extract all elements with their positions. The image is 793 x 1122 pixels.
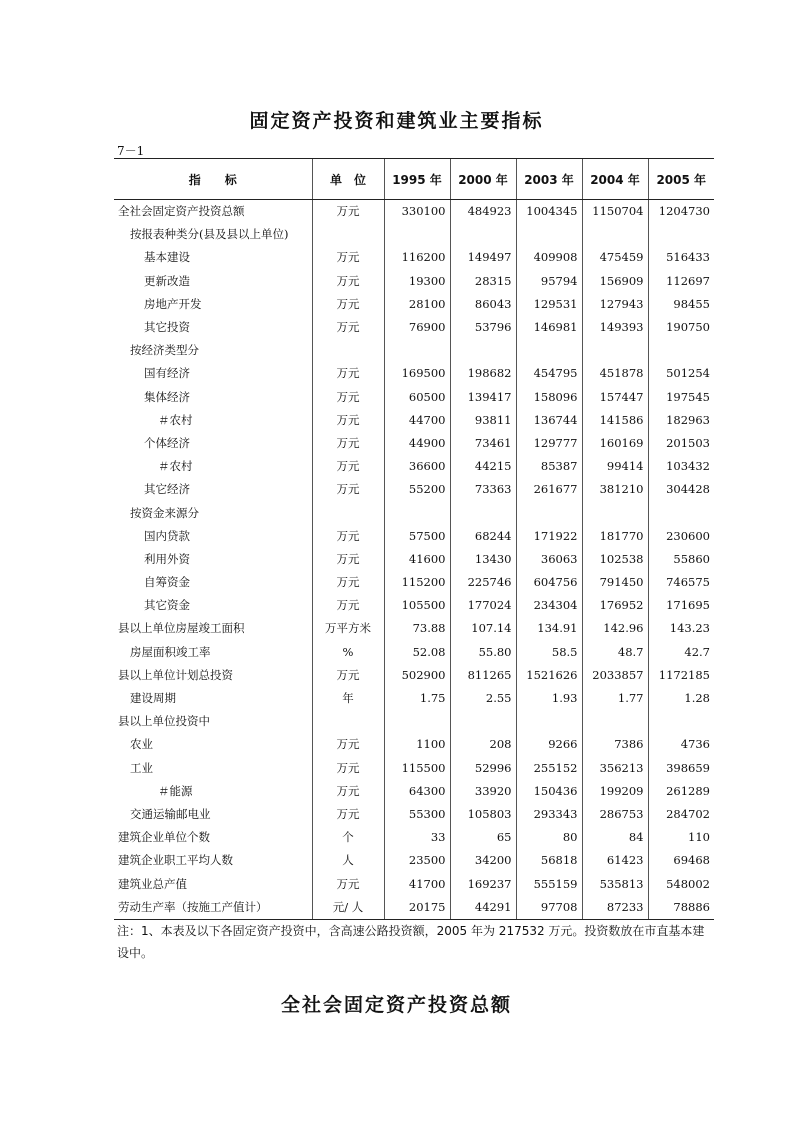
row-value-cell: 61423 (582, 849, 648, 872)
header-indicator: 指 标 (114, 159, 312, 200)
row-value-cell: 110 (648, 826, 714, 849)
row-value-cell: 198682 (450, 362, 516, 385)
row-indicator-label: 集体经济 (144, 389, 190, 404)
row-value-cell: 116200 (384, 246, 450, 269)
row-unit (312, 710, 384, 733)
row-value-cell: 261289 (648, 780, 714, 803)
row-value-cell: 143.23 (648, 617, 714, 640)
table-row (114, 409, 714, 432)
table-row (114, 501, 714, 524)
row-value-cell (582, 710, 648, 733)
row-value-cell: 1004345 (516, 200, 582, 224)
row-unit: 万元 (312, 362, 384, 385)
row-value-cell (384, 223, 450, 246)
row-value-cell: 516433 (648, 246, 714, 269)
row-value-cell (450, 339, 516, 362)
row-indicator-label: 农业 (130, 737, 153, 752)
row-unit: 万元 (312, 571, 384, 594)
row-unit (312, 501, 384, 524)
row-value-cell (648, 223, 714, 246)
row-value-cell: 1.75 (384, 687, 450, 710)
table-row (114, 525, 714, 548)
row-indicator-label: 房地产开发 (144, 296, 202, 311)
row-value-cell: 134.91 (516, 617, 582, 640)
table-row (114, 710, 714, 733)
row-value-cell: 78886 (648, 896, 714, 920)
indicator-table (114, 158, 714, 920)
row-value-cell: 41700 (384, 872, 450, 895)
row-indicator-label: 利用外资 (144, 551, 190, 566)
row-unit: 万元 (312, 246, 384, 269)
row-indicator-label: 国有经济 (144, 366, 190, 381)
row-value-cell: 398659 (648, 757, 714, 780)
row-value-cell: 33920 (450, 780, 516, 803)
row-unit: 万元 (312, 525, 384, 548)
row-unit: 年 (312, 687, 384, 710)
row-value-cell: 284702 (648, 803, 714, 826)
row-value-cell: 177024 (450, 594, 516, 617)
row-value-cell (516, 223, 582, 246)
header-unit: 单 位 (312, 159, 384, 200)
row-unit: 万元 (312, 478, 384, 501)
row-value-cell (516, 501, 582, 524)
row-value-cell: 76900 (384, 316, 450, 339)
row-value-cell: 234304 (516, 594, 582, 617)
row-unit: 万元 (312, 293, 384, 316)
row-value-cell: 42.7 (648, 641, 714, 664)
row-value-cell: 99414 (582, 455, 648, 478)
row-unit (312, 223, 384, 246)
row-value-cell: 36063 (516, 548, 582, 571)
row-indicator-label: 其它资金 (144, 598, 190, 613)
row-indicator-label: 建筑业总产值 (118, 876, 187, 891)
row-value-cell: 181770 (582, 525, 648, 548)
header-year-2003: 2003 年 (516, 159, 582, 200)
row-value-cell: 255152 (516, 757, 582, 780)
row-value-cell: 451878 (582, 362, 648, 385)
row-value-cell: 28315 (450, 270, 516, 293)
row-value-cell: 2033857 (582, 664, 648, 687)
row-value-cell: 502900 (384, 664, 450, 687)
row-value-cell: 199209 (582, 780, 648, 803)
table-row (114, 270, 714, 293)
row-value-cell: 136744 (516, 409, 582, 432)
row-indicator-label: 建设周期 (130, 691, 176, 706)
row-value-cell: 36600 (384, 455, 450, 478)
row-value-cell: 55860 (648, 548, 714, 571)
table-row (114, 594, 714, 617)
row-unit: 万元 (312, 432, 384, 455)
row-value-cell: 41600 (384, 548, 450, 571)
row-value-cell: 149497 (450, 246, 516, 269)
row-value-cell: 13430 (450, 548, 516, 571)
row-value-cell: 156909 (582, 270, 648, 293)
header-year-1995: 1995 年 (384, 159, 450, 200)
row-unit: 万元 (312, 200, 384, 224)
row-indicator-label: 劳动生产率（按施工产值计） (114, 896, 312, 920)
row-value-cell (516, 339, 582, 362)
table-row (114, 641, 714, 664)
row-value-cell: 68244 (450, 525, 516, 548)
row-value-cell: 44700 (384, 409, 450, 432)
row-value-cell: 286753 (582, 803, 648, 826)
table-row (114, 733, 714, 756)
table-row (114, 780, 714, 803)
row-value-cell: 19300 (384, 270, 450, 293)
table-row (114, 571, 714, 594)
row-value-cell: 44900 (384, 432, 450, 455)
row-value-cell: 52.08 (384, 641, 450, 664)
row-value-cell: 149393 (582, 316, 648, 339)
row-value-cell: 4736 (648, 733, 714, 756)
table-row (114, 548, 714, 571)
row-indicator-label: 个体经济 (144, 435, 190, 450)
row-value-cell: 201503 (648, 432, 714, 455)
table-header-row (114, 159, 714, 200)
row-value-cell: 105500 (384, 594, 450, 617)
row-indicator-label: 全社会固定资产投资总额 (118, 204, 245, 219)
row-value-cell: 139417 (450, 386, 516, 409)
row-value-cell (582, 223, 648, 246)
row-value-cell: 20175 (384, 896, 450, 920)
row-value-cell: 176952 (582, 594, 648, 617)
row-indicator-label: 县以上单位房屋竣工面积 (118, 621, 245, 636)
row-value-cell: 73461 (450, 432, 516, 455)
row-value-cell: 115500 (384, 757, 450, 780)
table-row (114, 803, 714, 826)
row-indicator-label: 工业 (130, 760, 153, 775)
row-value-cell: 44291 (450, 896, 516, 920)
row-unit: 万元 (312, 757, 384, 780)
row-value-cell (384, 710, 450, 733)
row-value-cell: 330100 (384, 200, 450, 224)
row-value-cell (450, 223, 516, 246)
table-row (114, 617, 714, 640)
row-value-cell: 160169 (582, 432, 648, 455)
row-unit: 个 (312, 826, 384, 849)
row-value-cell: 225746 (450, 571, 516, 594)
row-value-cell: 1204730 (648, 200, 714, 224)
page-title: 固定资产投资和建筑业主要指标 (249, 110, 544, 132)
row-value-cell: 146981 (516, 316, 582, 339)
row-value-cell: 158096 (516, 386, 582, 409)
row-value-cell (648, 501, 714, 524)
row-value-cell: 115200 (384, 571, 450, 594)
row-unit: 万元 (312, 316, 384, 339)
section-title: 全社会固定资产投资总额 (280, 994, 512, 1016)
row-unit: 万元 (312, 548, 384, 571)
row-value-cell: 484923 (450, 200, 516, 224)
row-value-cell (450, 710, 516, 733)
row-unit: 万元 (312, 409, 384, 432)
row-value-cell: 501254 (648, 362, 714, 385)
row-value-cell: 208 (450, 733, 516, 756)
row-value-cell: 129531 (516, 293, 582, 316)
row-value-cell: 85387 (516, 455, 582, 478)
row-value-cell: 57500 (384, 525, 450, 548)
row-indicator-label: 其它投资 (144, 320, 190, 335)
table-row (114, 432, 714, 455)
row-unit: 万元 (312, 803, 384, 826)
row-value-cell: 1521626 (516, 664, 582, 687)
row-unit: % (312, 641, 384, 664)
row-unit: 万元 (312, 270, 384, 293)
row-value-cell: 150436 (516, 780, 582, 803)
row-value-cell: 53796 (450, 316, 516, 339)
row-indicator-label: 按资金来源分 (130, 505, 199, 520)
row-value-cell: 87233 (582, 896, 648, 920)
table-row (114, 849, 714, 872)
row-value-cell: 105803 (450, 803, 516, 826)
row-value-cell: 1172185 (648, 664, 714, 687)
row-unit: 万元 (312, 733, 384, 756)
row-value-cell: 604756 (516, 571, 582, 594)
row-indicator-label: ＃农村 (158, 412, 193, 427)
row-value-cell: 2.55 (450, 687, 516, 710)
row-value-cell: 58.5 (516, 641, 582, 664)
row-value-cell: 44215 (450, 455, 516, 478)
row-value-cell: 535813 (582, 872, 648, 895)
row-value-cell: 28100 (384, 293, 450, 316)
table-row (114, 455, 714, 478)
row-indicator-label: 建筑企业单位个数 (118, 830, 210, 845)
row-value-cell (384, 339, 450, 362)
row-indicator-label: 更新改造 (144, 273, 190, 288)
row-value-cell: 48.7 (582, 641, 648, 664)
row-value-cell: 1100 (384, 733, 450, 756)
row-value-cell: 80 (516, 826, 582, 849)
row-value-cell: 141586 (582, 409, 648, 432)
row-value-cell: 64300 (384, 780, 450, 803)
row-value-cell: 33 (384, 826, 450, 849)
table-row (114, 478, 714, 501)
table-row (114, 687, 714, 710)
row-unit (312, 339, 384, 362)
header-year-2004: 2004 年 (582, 159, 648, 200)
table-row (114, 826, 714, 849)
row-unit: 万元 (312, 386, 384, 409)
table-row (114, 757, 714, 780)
row-value-cell: 127943 (582, 293, 648, 316)
row-indicator-label: ＃农村 (158, 459, 193, 474)
row-value-cell: 1.93 (516, 687, 582, 710)
row-value-cell: 230600 (648, 525, 714, 548)
row-value-cell: 169237 (450, 872, 516, 895)
row-value-cell: 73.88 (384, 617, 450, 640)
row-value-cell: 55200 (384, 478, 450, 501)
row-unit: 万元 (312, 594, 384, 617)
row-value-cell: 98455 (648, 293, 714, 316)
row-value-cell: 475459 (582, 246, 648, 269)
row-indicator-label: 基本建设 (144, 250, 190, 265)
row-value-cell (582, 501, 648, 524)
row-value-cell: 9266 (516, 733, 582, 756)
table-row (114, 316, 714, 339)
row-value-cell: 7386 (582, 733, 648, 756)
row-value-cell: 182963 (648, 409, 714, 432)
row-value-cell: 356213 (582, 757, 648, 780)
row-unit: 万元 (312, 664, 384, 687)
row-value-cell: 261677 (516, 478, 582, 501)
row-value-cell: 555159 (516, 872, 582, 895)
row-value-cell (516, 710, 582, 733)
row-value-cell: 1.28 (648, 687, 714, 710)
table-body (114, 200, 714, 920)
row-value-cell: 1150704 (582, 200, 648, 224)
row-value-cell: 171922 (516, 525, 582, 548)
row-value-cell: 65 (450, 826, 516, 849)
row-indicator-label: 国内贷款 (144, 528, 190, 543)
row-value-cell: 34200 (450, 849, 516, 872)
row-indicator-label: ＃能源 (158, 783, 193, 798)
row-unit: 万元 (312, 872, 384, 895)
row-indicator-label: 县以上单位计划总投资 (118, 667, 233, 682)
row-value-cell: 171695 (648, 594, 714, 617)
table-row (114, 872, 714, 895)
row-unit: 万元 (312, 780, 384, 803)
row-value-cell: 454795 (516, 362, 582, 385)
row-value-cell (384, 501, 450, 524)
row-value-cell: 381210 (582, 478, 648, 501)
row-value-cell: 190750 (648, 316, 714, 339)
row-value-cell (648, 710, 714, 733)
row-value-cell: 55300 (384, 803, 450, 826)
table-row (114, 896, 714, 920)
row-value-cell: 23500 (384, 849, 450, 872)
row-value-cell: 746575 (648, 571, 714, 594)
row-value-cell: 95794 (516, 270, 582, 293)
row-value-cell: 103432 (648, 455, 714, 478)
row-value-cell: 52996 (450, 757, 516, 780)
row-indicator-label: 建筑企业职工平均人数 (118, 853, 233, 868)
row-value-cell: 60500 (384, 386, 450, 409)
row-value-cell: 97708 (516, 896, 582, 920)
row-unit: 人 (312, 849, 384, 872)
row-indicator-label: 按报表种类分(县及县以上单位) (130, 227, 289, 242)
row-value-cell: 142.96 (582, 617, 648, 640)
footnote: 注：1、本表及以下各固定资产投资中，含高速公路投资额，2005 年为 217532 万元。投资数放在市直基本建设中。 (117, 924, 705, 960)
row-value-cell: 93811 (450, 409, 516, 432)
row-value-cell (450, 501, 516, 524)
table-code: 7－1 (117, 144, 145, 158)
row-value-cell: 69468 (648, 849, 714, 872)
row-value-cell: 293343 (516, 803, 582, 826)
row-indicator-label: 县以上单位投资中 (118, 714, 210, 729)
row-value-cell: 548002 (648, 872, 714, 895)
row-value-cell: 102538 (582, 548, 648, 571)
row-value-cell: 304428 (648, 478, 714, 501)
row-indicator-label: 房屋面积竣工率 (130, 644, 211, 659)
table-row (114, 339, 714, 362)
table-row (114, 293, 714, 316)
row-value-cell: 169500 (384, 362, 450, 385)
table-row (114, 386, 714, 409)
row-value-cell: 84 (582, 826, 648, 849)
table-row (114, 200, 714, 224)
table-row (114, 362, 714, 385)
row-value-cell: 129777 (516, 432, 582, 455)
row-value-cell: 55.80 (450, 641, 516, 664)
row-value-cell: 86043 (450, 293, 516, 316)
row-value-cell: 409908 (516, 246, 582, 269)
row-indicator-label: 按经济类型分 (130, 343, 199, 358)
row-value-cell: 197545 (648, 386, 714, 409)
row-value-cell: 1.77 (582, 687, 648, 710)
row-value-cell: 107.14 (450, 617, 516, 640)
row-indicator-label: 其它经济 (144, 482, 190, 497)
row-unit: 万平方米 (312, 617, 384, 640)
row-indicator-label: 自筹资金 (144, 575, 190, 590)
header-year-2005: 2005 年 (648, 159, 714, 200)
row-value-cell (648, 339, 714, 362)
row-indicator-label: 交通运输邮电业 (130, 806, 211, 821)
row-unit: 万元 (312, 455, 384, 478)
row-value-cell: 791450 (582, 571, 648, 594)
row-value-cell: 157447 (582, 386, 648, 409)
row-value-cell: 56818 (516, 849, 582, 872)
table-row (114, 246, 714, 269)
row-value-cell: 112697 (648, 270, 714, 293)
row-unit: 元/ 人 (312, 896, 384, 920)
row-value-cell (582, 339, 648, 362)
table-row (114, 664, 714, 687)
row-value-cell: 73363 (450, 478, 516, 501)
header-year-2000: 2000 年 (450, 159, 516, 200)
row-value-cell: 811265 (450, 664, 516, 687)
table-row (114, 223, 714, 246)
